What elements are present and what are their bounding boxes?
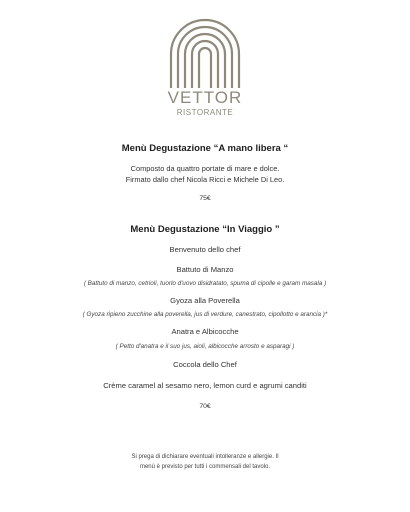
menu1-line: Composto da quattro portate di mare e dolce. [130, 164, 280, 173]
brand-subtitle: RISTORANTE [176, 108, 234, 117]
footer-note: menù è previsto per tutti i commensali del tavolo. [139, 464, 271, 470]
menu1-title: Menù Degustazione “A mano libera “ [121, 143, 289, 154]
menu1-price: 75€ [199, 195, 211, 202]
footer-note: Si prega di dichiarare eventuali intolleranze e allergie. Il [131, 454, 279, 460]
brand-name: VETTOR [167, 88, 243, 107]
menu2-price: 70€ [199, 403, 211, 410]
dish-name: Gyoza alla Poverella [170, 296, 240, 305]
dish-description: ( Gyoza ripieno zucchine alla poverella, jus di verdure, canestrato, cipollotto e arancia )* [82, 311, 328, 318]
dessert-line: Crème caramel al sesamo nero, lemon curd e agrumi canditi [103, 381, 307, 390]
dish-description: ( Battuto di manzo, cetrioli, tuorlo d'uovo disidratato, spuma di cipolle e garam masala ) [83, 280, 327, 287]
logo [0, 18, 410, 88]
menu2-title: Menù Degustazione “In Viaggio ” [130, 224, 280, 235]
menu1-line: Firmato dallo chef Nicola Ricci e Michele Di Leo. [125, 175, 285, 184]
arch-logo-icon [165, 18, 245, 88]
dish-name: Anatra e Albicocche [171, 327, 239, 336]
menu2-intro: Benvenuto dello chef [169, 245, 241, 254]
dish-name: Coccola dello Chef [173, 360, 237, 369]
dish-description: ( Petto d'anatra e il suo jus, aioli, albicocche arrosto e asparagi ) [115, 343, 295, 350]
dish-name: Battuto di Manzo [176, 265, 234, 274]
